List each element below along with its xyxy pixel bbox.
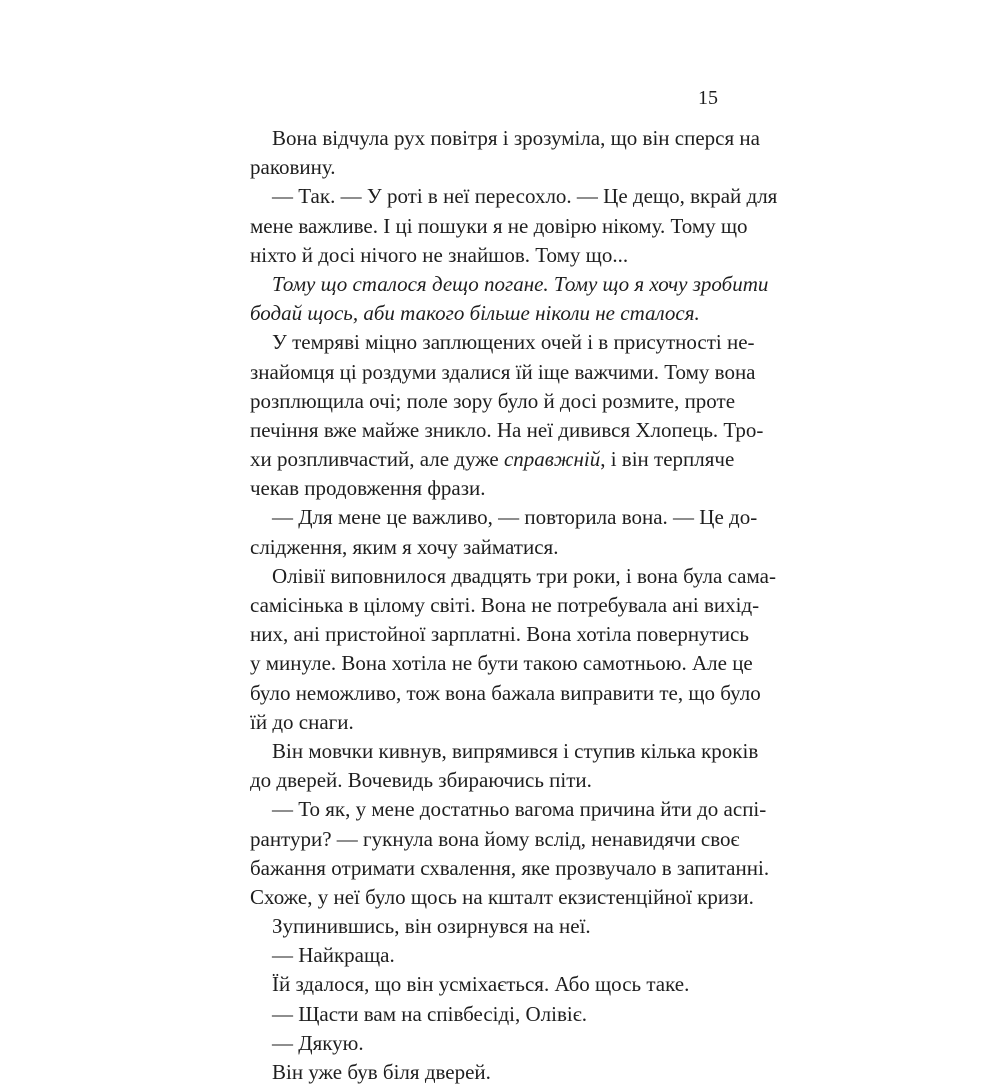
text-line: Схоже, у неї було щось на кшталт екзистенційної кризи. xyxy=(250,884,754,909)
text-line: них, ані пристойної зарплатні. Вона хотіла повернутись xyxy=(250,622,749,647)
text-line: до дверей. Вочевидь збираючись піти. xyxy=(250,768,592,793)
text-line: — То як, у мене достатньо вагома причина йти до аспі- xyxy=(272,797,767,822)
text-line: бодай щось, аби такого більше ніколи не сталося. xyxy=(250,301,700,326)
text-line: У темряві міцно заплющених очей і в присутності не- xyxy=(272,330,755,355)
body-text xyxy=(250,124,778,1087)
text-line: — Найкраща. xyxy=(272,943,395,968)
text-line: ніхто й досі нічого не знайшов. Тому що... xyxy=(250,242,629,267)
text-line: знайомця ці роздуми здалися їй іще важчими. Тому вона xyxy=(250,359,756,384)
text-line: Він мовчки кивнув, випрямився і ступив кілька кроків xyxy=(272,738,759,763)
text-line: Зупинившись, він озирнувся на неї. xyxy=(272,914,591,939)
text-line: Вона відчула рух повітря і зрозуміла, що він сперся на xyxy=(272,126,760,150)
text-line: було неможливо, тож вона бажала виправити те, що було xyxy=(250,680,761,705)
text-line: раковину. xyxy=(250,155,336,180)
text-line: Він уже був біля дверей. xyxy=(272,1060,491,1084)
text-line: Тому що сталося дещо погане. Тому що я хочу зробити xyxy=(272,271,769,296)
text-line: — Щасти вам на співбесіді, Олівіє. xyxy=(272,1001,587,1026)
text-line: рантури? — гукнула вона йому вслід, ненавидячи своє xyxy=(250,826,740,851)
text-line xyxy=(250,445,735,474)
text-line: — Для мене це важливо, — повторила вона. — Це до- xyxy=(272,505,758,530)
text-line: чекав продовження фрази. xyxy=(250,476,486,501)
text-line: слідження, яким я хочу займатися. xyxy=(250,534,559,559)
text-line: мене важливе. І ці пошуки я не довірю нікому. Тому що xyxy=(250,213,748,238)
text-line: самісінька в цілому світі. Вона не потребувала ані вихід- xyxy=(250,593,760,617)
text-line: у минуле. Вона хотіла не бути такою самотньою. Але це xyxy=(250,651,753,676)
text-line: печіння вже майже зникло. На неї дивився Хлопець. Тро- xyxy=(250,417,764,442)
text-line: Олівії виповнилося двадцять три роки, і вона була сама- xyxy=(272,563,776,588)
text-run: , і він терпляче xyxy=(600,447,735,472)
text-line: їй до снаги. xyxy=(250,709,354,734)
text-line: розплющила очі; поле зору було й досі розмите, проте xyxy=(250,388,736,413)
text-line: — Дякую. xyxy=(272,1030,364,1055)
text-line: — Так. — У роті в неї пересохло. — Це дещо, вкрай для xyxy=(272,184,778,209)
page-number: 15 xyxy=(698,87,718,109)
italic-run: справжній xyxy=(503,447,601,472)
text-line: бажання отримати схвалення, яке прозвучало в запитанні. xyxy=(250,855,770,880)
text-run: хи розпливчастий, але дуже xyxy=(250,447,504,472)
text-line: Їй здалося, що він усміхається. Або щось таке. xyxy=(272,972,690,997)
